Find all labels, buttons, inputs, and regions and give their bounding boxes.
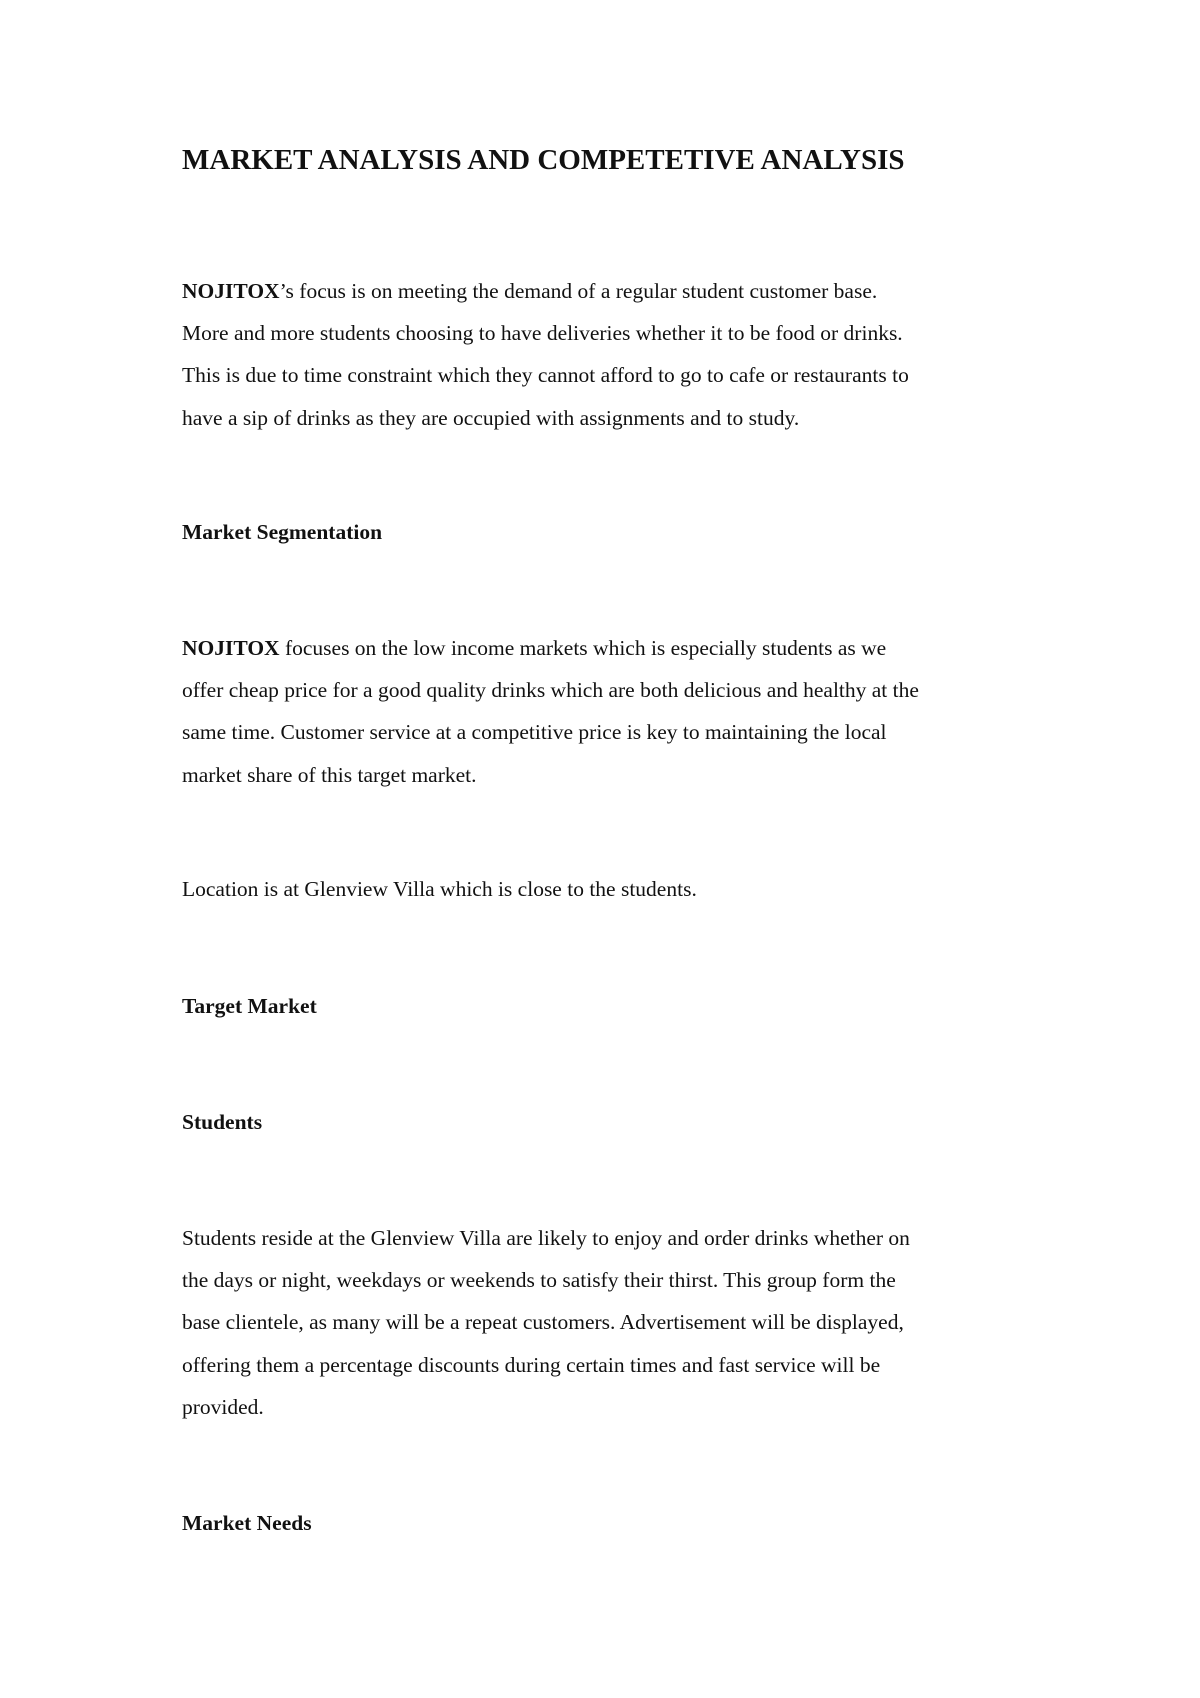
intro-line-2: More and more students choosing to have deliveries whether it to be food or drinks. <box>182 321 903 346</box>
students-line-1: Students reside at the Glenview Villa are likely to enjoy and order drinks whether on <box>182 1226 910 1250</box>
document-title: MARKET ANALYSIS AND COMPETETIVE ANALYSIS <box>182 144 905 176</box>
intro-line-1-text: ’s focus is on meeting the demand of a regular student customer base. <box>279 279 878 303</box>
intro-line-4: have a sip of drinks as they are occupied with assignments and to study. <box>182 405 800 430</box>
brand-name: NOJITOX <box>182 279 280 303</box>
segmentation-paragraph <box>182 627 1042 796</box>
segmentation-line-2: offer cheap price for a good quality drinks which are both delicious and healthy at the <box>182 678 919 703</box>
students-line-5: provided. <box>182 1394 264 1419</box>
intro-line-1 <box>182 270 1042 312</box>
students-subheading: Students <box>182 1110 263 1134</box>
segmentation-line-1 <box>182 627 1042 669</box>
location-line: Location is at Glenview Villa which is close to the students. <box>182 877 697 901</box>
students-paragraph <box>182 1217 1042 1428</box>
segmentation-line-4: market share of this target market. <box>182 762 477 787</box>
market-segmentation-heading: Market Segmentation <box>182 520 383 544</box>
target-market-heading: Target Market <box>182 994 317 1018</box>
students-line-3: base clientele, as many will be a repeat customers. Advertisement will be displayed, <box>182 1310 904 1335</box>
intro-line-3: This is due to time constraint which they cannot afford to go to cafe or restaurants to <box>182 363 909 388</box>
segmentation-line-3: same time. Customer service at a competitive price is key to maintaining the local <box>182 720 887 745</box>
brand-name: NOJITOX <box>182 636 280 660</box>
segmentation-line-1-text: focuses on the low income markets which is especially students as we <box>279 636 887 660</box>
location-paragraph <box>182 868 1042 910</box>
market-needs-heading: Market Needs <box>182 1511 312 1535</box>
students-line-2: the days or night, weekdays or weekends to satisfy their thirst. This group form the <box>182 1268 896 1293</box>
intro-paragraph <box>182 270 1042 439</box>
students-line-4: offering them a percentage discounts during certain times and fast service will be <box>182 1352 881 1377</box>
